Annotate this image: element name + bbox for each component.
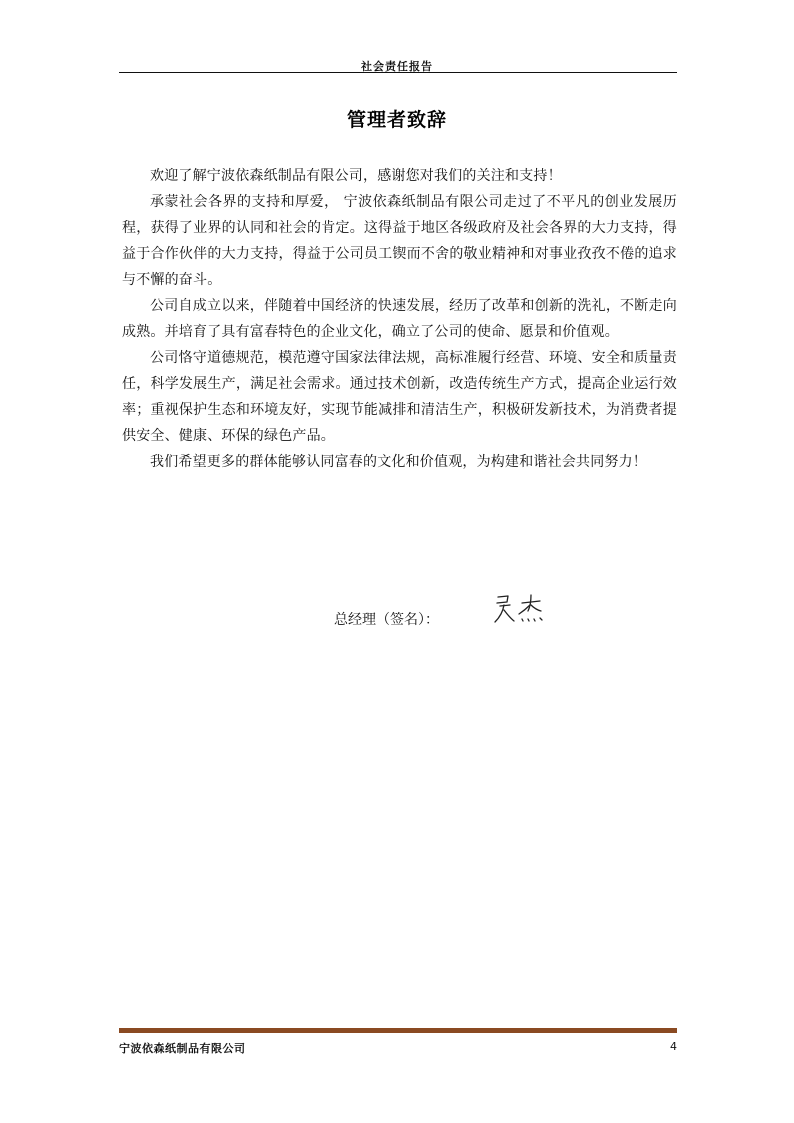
paragraph: 我们希望更多的群体能够认同富春的文化和价值观，为构建和谐社会共同努力！ [150,454,647,470]
footer-company-name: 宁波依森纸制品有限公司 [119,1042,246,1055]
signature-label: 总经理（签名）： [334,612,439,628]
paragraph: 公司恪守道德规范，模范遵守国家法律法规，高标准履行经营、环境、安全和质量责任，科学发展生产，满足社会需求。通过技术创新，改造传统生产方式，提高企业运行效率；重视保护生态和环境友好，实现节能减排和清洁生产，积极研发新技术，为消费者提供安全、健康、环保的绿色产品。 [122,350,677,444]
handwritten-signature [492,591,562,627]
header-title: 社会责任报告 [361,60,433,73]
paragraph: 欢迎了解宁波依森纸制品有限公司，感谢您对我们的关注和支持！ [150,168,562,184]
paragraph: 承蒙社会各界的支持和厚爱， 宁波依森纸制品有限公司走过了不平凡的创业发展历程，获得了业界的认同和社会的肯定。这得益于地区各级政府及社会各界的大力支持，得益于合作伙伴的大力支持，得益于公司员工锲而不舍的敬业精神和对事业孜孜不倦的追求与不懈的奋斗。 [122,194,677,288]
document-title: 管理者致辞 [346,109,447,131]
page-number: 4 [670,1040,677,1053]
paragraph: 公司自成立以来，伴随着中国经济的快速发展，经历了改革和创新的洗礼，不断走向成熟。并培育了具有富春特色的企业文化，确立了公司的使命、愿景和价值观。 [122,298,677,340]
footer-rule [119,1028,677,1033]
signature-row [334,597,594,637]
header-rule [119,72,677,73]
document-body [122,163,677,475]
